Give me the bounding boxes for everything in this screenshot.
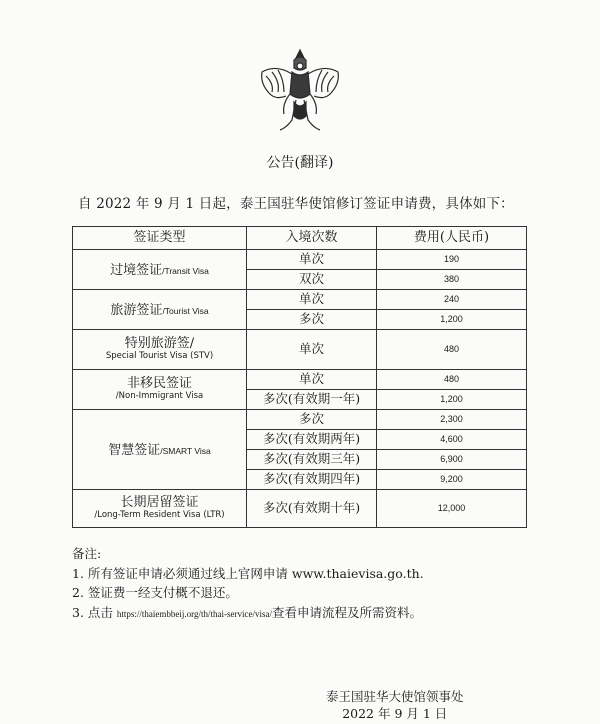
note-suffix: 查看申请流程及所需资料。: [271, 604, 422, 620]
visa-type-cell: [73, 370, 247, 410]
entries-cell: 多次(有效期十年): [247, 490, 377, 528]
entries-cell: 双次: [247, 270, 377, 290]
fee-cell: 240: [377, 290, 527, 310]
entries-cell: 单次: [247, 370, 377, 390]
table-row: [73, 410, 527, 430]
visa-fee-table: [72, 226, 527, 528]
garuda-emblem-icon: [256, 44, 344, 136]
entries-cell: 单次: [247, 290, 377, 310]
entries-cell: 多次(有效期一年): [247, 390, 377, 410]
entries-cell: 多次(有效期四年): [247, 470, 377, 490]
signature-org: 泰王国驻华大使馆领事处: [326, 689, 464, 704]
fee-cell: 6,900: [377, 450, 527, 470]
fee-cell: 190: [377, 250, 527, 270]
visa-type-cell: [73, 410, 247, 490]
table-row: [73, 330, 527, 370]
visa-name-cn: 长期居留签证: [120, 495, 199, 511]
table-row: [73, 490, 527, 528]
visa-name-en: /Tourist Visa: [162, 306, 209, 317]
entries-cell: 多次: [247, 310, 377, 330]
fee-cell: 9,200: [377, 470, 527, 490]
intro-text: 自 2022 年 9 月 1 日起，泰王国驻华使馆修订签证申请费，具体如下：: [78, 196, 514, 212]
fee-cell: 1,200: [377, 310, 527, 330]
fee-cell: 480: [377, 370, 527, 390]
entries-cell: 多次(有效期三年): [247, 450, 377, 470]
visa-name-en: /Non-Immigrant Visa: [115, 391, 204, 402]
fee-cell: 4,600: [377, 430, 527, 450]
visa-type-cell: [73, 490, 247, 528]
fee-cell: 12,000: [377, 490, 527, 528]
note-prefix: 3. 点击: [72, 604, 113, 620]
signature-date: 2022 年 9 月 1 日: [342, 706, 448, 721]
visa-name-cn: 智慧签证: [108, 443, 161, 459]
table-row: [73, 290, 527, 310]
table-row: [73, 370, 527, 390]
visa-service-link[interactable]: https://thaiembbeij.org/th/thai-service/visa/: [116, 608, 272, 619]
header-visa-type: 签证类型: [73, 227, 247, 250]
entries-cell: 多次: [247, 410, 377, 430]
visa-type-cell: [73, 290, 247, 330]
note-item: 2. 签证费一经支付概不退还。: [72, 585, 238, 600]
visa-name-cn: 特别旅游签/: [124, 336, 195, 352]
table-row: [73, 250, 527, 270]
fee-cell: 380: [377, 270, 527, 290]
notes-title: 备注:: [72, 546, 102, 561]
page-title: 公告(翻译): [266, 155, 334, 171]
header-entries: 入境次数: [247, 227, 377, 250]
note-item: [72, 603, 424, 625]
visa-name-en: /SMART Visa: [160, 446, 211, 457]
entries-cell: 单次: [247, 250, 377, 270]
fee-cell: 2,300: [377, 410, 527, 430]
visa-name-en: /Long-Term Resident Visa (LTR): [94, 510, 225, 521]
entries-cell: 多次(有效期两年): [247, 430, 377, 450]
note-item: 1. 所有签证申请必须通过线上官网申请 www.thaievisa.go.th.: [72, 565, 424, 581]
visa-name-cn: 非移民签证: [126, 376, 192, 392]
fee-cell: 480: [377, 330, 527, 370]
visa-type-cell: [73, 330, 247, 370]
fee-cell: 1,200: [377, 390, 527, 410]
signature-block: [326, 688, 464, 722]
table-header: [73, 227, 527, 250]
visa-name-en: /Transit Visa: [162, 266, 209, 277]
header-fee: 费用(人民币): [377, 227, 527, 250]
visa-name-cn: 过境签证: [110, 263, 163, 279]
notes-section: [72, 544, 424, 624]
visa-name-en: Special Tourist Visa (STV): [105, 351, 214, 362]
entries-cell: 单次: [247, 330, 377, 370]
visa-name-cn: 旅游签证: [110, 303, 163, 319]
visa-type-cell: [73, 250, 247, 290]
